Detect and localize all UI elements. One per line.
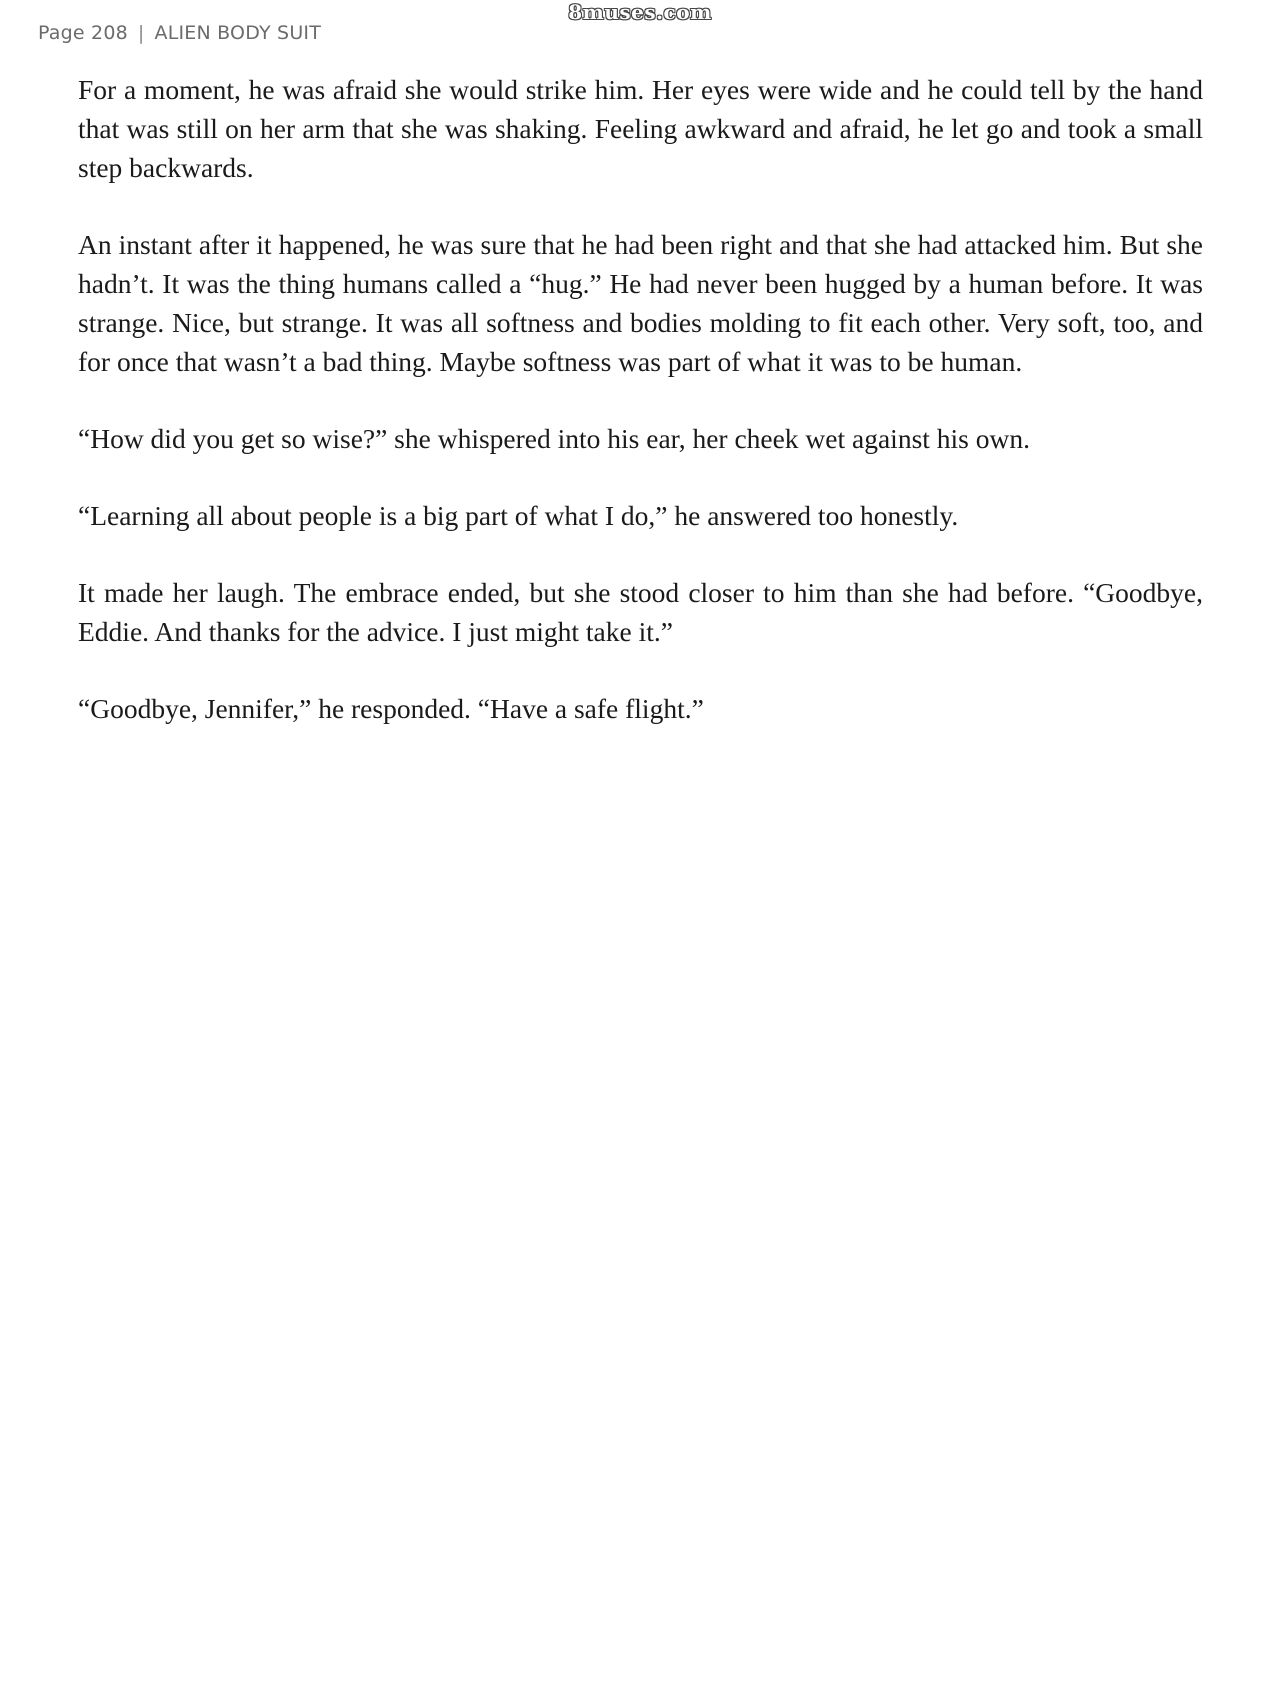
paragraph: It made her laugh. The embrace ended, but she stood closer to him than she had before. “Goodbye, Eddie. And thanks for the advice. I just might take it.”: [78, 577, 1203, 647]
paragraph: “How did you get so wise?” she whispered into his ear, her cheek wet against his own.: [78, 423, 1030, 454]
page-body: [78, 70, 1203, 766]
site-watermark: 8muses.com: [568, 0, 712, 24]
running-header: [38, 22, 321, 44]
paragraph: An instant after it happened, he was sure that he had been right and that she had attacked him. But she hadn’t. It was the thing humans called a “hug.” He had never been hugged by a human before. It was strange. Nice, but strange. It was all softness and bodies molding to fit each other. Very soft, too, and for once that wasn’t a bad thing. Maybe softness was part of what it was to be human.: [78, 229, 1203, 377]
page-number: Page 208: [38, 22, 128, 44]
book-title: ALIEN BODY SUIT: [154, 22, 322, 44]
paragraph: “Goodbye, Jennifer,” he responded. “Have a safe flight.”: [78, 693, 704, 724]
header-separator: |: [137, 22, 145, 44]
paragraph: For a moment, he was afraid she would strike him. Her eyes were wide and he could tell by the hand that was still on her arm that she was shaking. Feeling awkward and afraid, he let go and took a small step backwards.: [78, 74, 1203, 183]
paragraph: “Learning all about people is a big part of what I do,” he answered too honestly.: [78, 500, 959, 531]
